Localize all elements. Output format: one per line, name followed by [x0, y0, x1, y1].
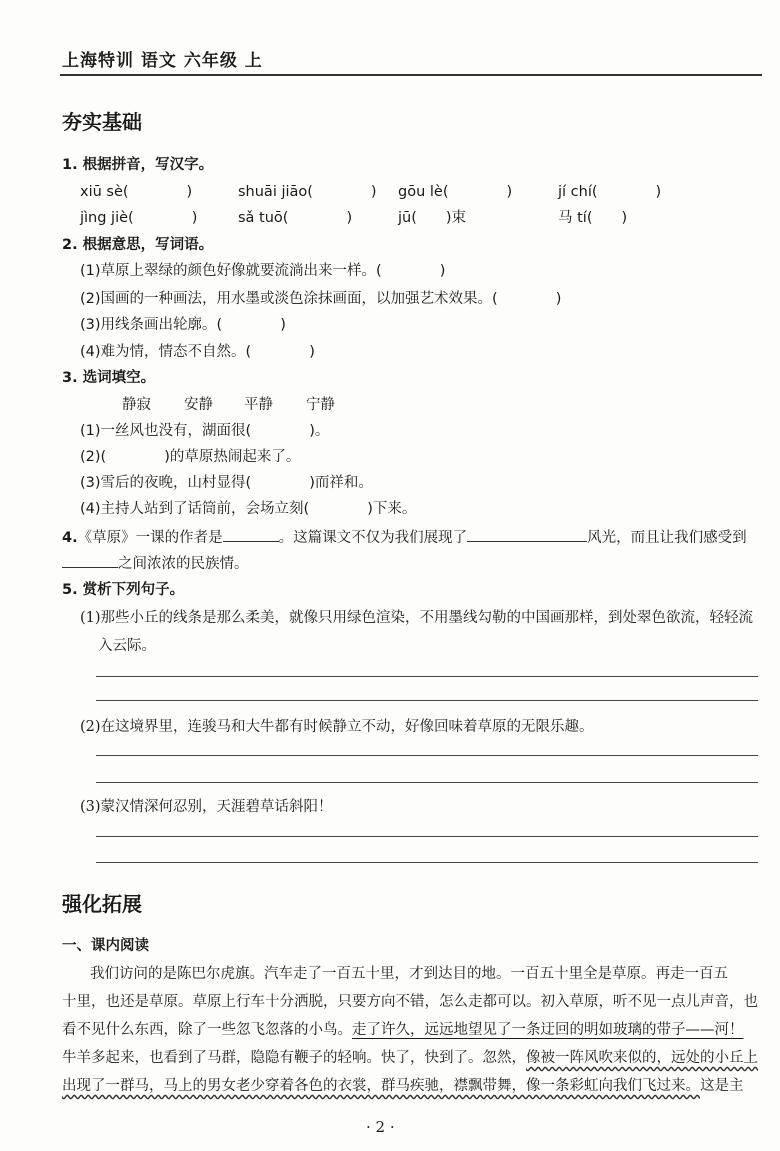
- reading-line: 出现了一群马，马上的男女老少穿着各色的衣裳，群马疾驰，襟飘带舞，像一条彩虹向我们飞过来。这是主: [62, 1078, 744, 1094]
- q1-item[interactable]: xiū sè( ): [80, 184, 193, 200]
- page-number: · 2 ·: [366, 1118, 395, 1136]
- q3-word-option: 安静: [184, 397, 213, 413]
- underlined-sentence: 走了许久，远远地望见了一条迂回的明如玻璃的带子——河！: [352, 1022, 744, 1038]
- q4-blank-author[interactable]: [223, 541, 279, 542]
- q1-item[interactable]: jìng jiè( ): [80, 210, 198, 226]
- q1-item[interactable]: shuāi jiāo( ): [238, 184, 377, 200]
- reading-line: 牛羊多起来，也看到了马群，隐隐有鞭子的轻响。快了，快到了。忽然，像被一阵风吹来似的，远处的小丘上: [62, 1050, 758, 1066]
- wavy-underlined-sentence: 像被一阵风吹来似的，远处的小丘上: [526, 1050, 758, 1066]
- q3-item[interactable]: (4)主持人站到了话筒前，会场立刻( )下来。: [80, 501, 417, 517]
- q3-item[interactable]: (3)雪后的夜晚，山村显得( )而祥和。: [80, 475, 373, 491]
- q4-blank-people[interactable]: [62, 567, 118, 568]
- q5-sentence-1-cont: 入云际。: [98, 638, 156, 654]
- q5-sentence-2: (2)在这境界里，连骏马和大牛都有时候静立不动，好像回味着草原的无限乐趣。: [80, 719, 594, 735]
- header-title: 上海特训 语文 六年级 上: [62, 51, 263, 71]
- q2-item[interactable]: (2)国画的一种画法，用水墨或淡色涂抹画面，以加强艺术效果。( ): [80, 291, 562, 307]
- q3-item[interactable]: (1)一丝风也没有，湖面很( )。: [80, 423, 330, 439]
- answer-line[interactable]: [96, 782, 758, 783]
- q5-sentence-1: (1)那些小丘的线条是那么柔美，就像只用绿色渲染，不用墨线勾勒的中国画那样，到处翠色欲流，轻轻流: [80, 610, 754, 626]
- reading-line: 十里，也还是草原。草原上行车十分洒脱，只要方向不错，怎么走都可以。初入草原，听不见一点儿声音，也: [62, 994, 758, 1010]
- q2-item[interactable]: (4)难为情，情态不自然。( ): [80, 344, 315, 360]
- reading-line: 看不见什么东西，除了一些忽飞忽落的小鸟。走了许久，远远地望见了一条迂回的明如玻璃的带子——河！: [62, 1022, 744, 1038]
- q1-item[interactable]: sǎ tuō( ): [238, 210, 353, 226]
- answer-line[interactable]: [96, 755, 758, 756]
- answer-line[interactable]: [96, 676, 758, 677]
- answer-line[interactable]: [96, 700, 758, 701]
- q3-word-option: 宁静: [306, 397, 335, 413]
- header-rule: [60, 74, 762, 76]
- reading-heading: 一、课内阅读: [62, 938, 149, 954]
- answer-line[interactable]: [96, 862, 758, 863]
- q5-sentence-3: (3)蒙汉情深何忍别，天涯碧草话斜阳！: [80, 799, 333, 815]
- q4-line1: 4.《草原》一课的作者是 。这篇课文不仅为我们展现了 风光，而且让我们感受到: [62, 530, 747, 546]
- q1-item[interactable]: jū( )束: [398, 210, 467, 226]
- wavy-underlined-sentence: 出现了一群马，马上的男女老少穿着各色的衣裳，群马疾驰，襟飘带舞，像一条彩虹向我们飞过来。: [62, 1078, 700, 1094]
- reading-line: 我们访问的是陈巴尔虎旗。汽车走了一百五十里，才到达目的地。一百五十里全是草原。再走一百五: [90, 966, 728, 982]
- section-title-basic: 夯实基础: [62, 110, 142, 134]
- section-title-extended: 强化拓展: [62, 892, 142, 916]
- q4-blank-scenery[interactable]: [467, 541, 587, 542]
- q1-item[interactable]: jí chí( ): [558, 184, 662, 200]
- q3-stem: 3. 选词填空。: [62, 370, 156, 386]
- q3-word-option: 静寂: [122, 397, 151, 413]
- q2-item[interactable]: (1)草原上翠绿的颜色好像就要流淌出来一样。( ): [80, 263, 446, 279]
- q4-line2: 之间浓浓的民族情。: [62, 552, 249, 573]
- q1-item[interactable]: 马 tí( ): [558, 210, 628, 226]
- answer-line[interactable]: [96, 836, 758, 837]
- q2-item[interactable]: (3)用线条画出轮廓。( ): [80, 317, 286, 333]
- q1-item[interactable]: gōu lè( ): [398, 184, 513, 200]
- q1-stem: 1. 根据拼音，写汉字。: [62, 157, 214, 173]
- q3-item[interactable]: (2)( )的草原热闹起来了。: [80, 449, 301, 465]
- q5-stem: 5. 赏析下列句子。: [62, 582, 185, 598]
- q3-word-option: 平静: [244, 397, 273, 413]
- q2-stem: 2. 根据意思，写词语。: [62, 237, 214, 253]
